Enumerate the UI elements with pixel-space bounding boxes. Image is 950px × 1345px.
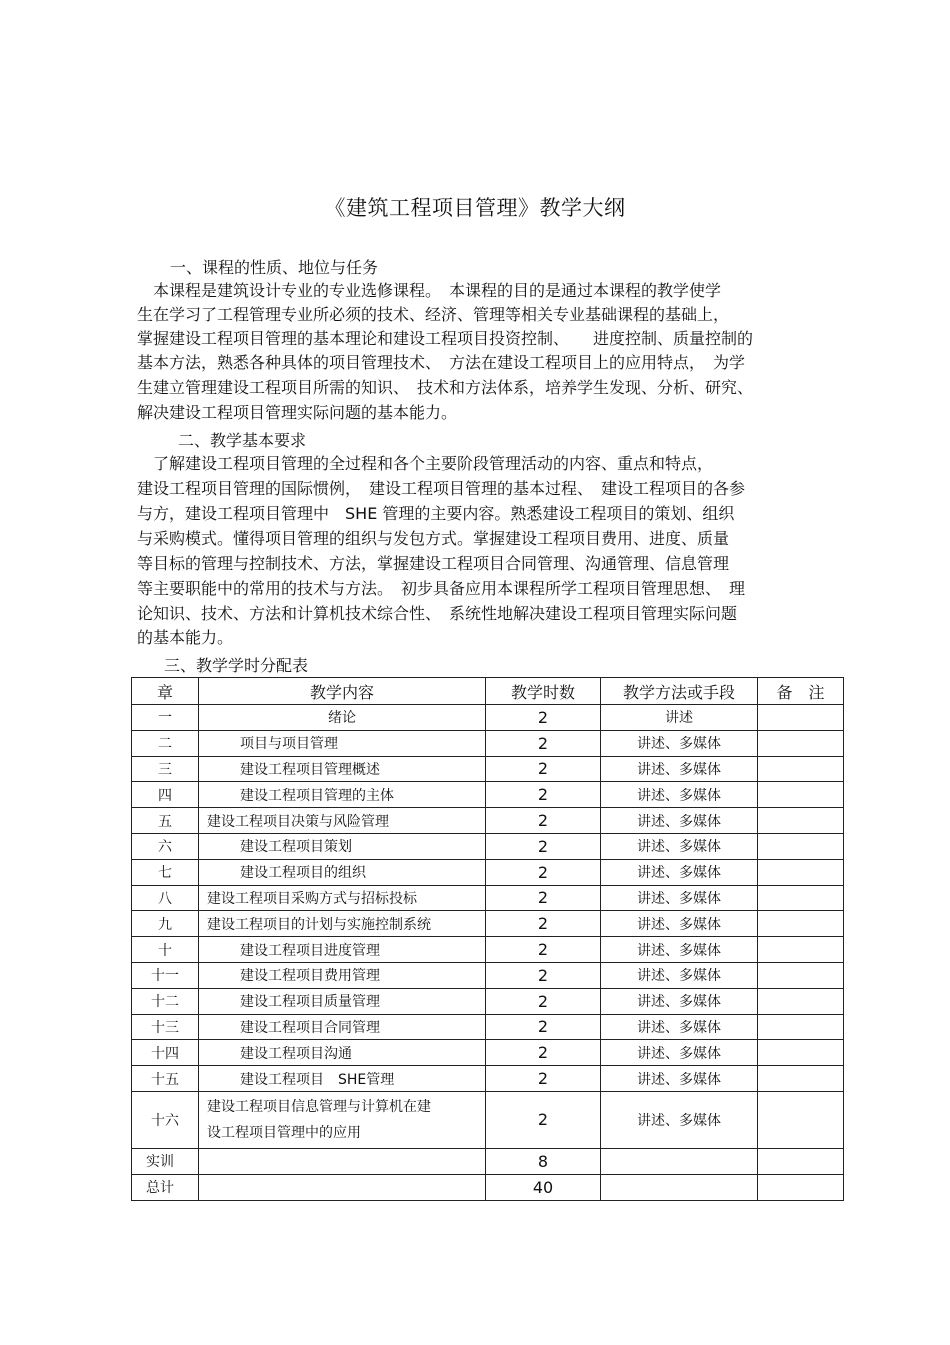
cell-chapter: 总计 — [132, 1174, 199, 1200]
cell-note — [758, 988, 844, 1014]
cell-chapter: 十一 — [132, 962, 199, 988]
section3-heading: 三、教学学时分配表 — [164, 656, 309, 675]
cell-method: 讲述、多媒体 — [601, 859, 758, 885]
section2-line: 与方，建设工程项目管理中 SHE 管理的主要内容。熟悉建设工程项目的策划、组织 — [137, 504, 735, 523]
cell-content: 建设工程项目采购方式与招标投标 — [199, 885, 486, 911]
cell-method: 讲述、多媒体 — [601, 730, 758, 756]
cell-method: 讲述、多媒体 — [601, 833, 758, 859]
hours-allocation-table — [131, 677, 844, 1201]
cell-content: 建设工程项目决策与风险管理 — [199, 808, 486, 834]
cell-hours: 2 — [486, 1014, 601, 1040]
cell-note — [758, 885, 844, 911]
cell-hours: 2 — [486, 859, 601, 885]
table-row — [132, 911, 844, 937]
cell-content-line: 建设工程项目信息管理与计算机在建 — [207, 1098, 431, 1115]
cell-content: 建设工程项目策划 — [199, 833, 486, 859]
cell-note — [758, 911, 844, 937]
cell-hours: 8 — [486, 1148, 601, 1174]
table-row — [132, 988, 844, 1014]
table-row — [132, 1066, 844, 1092]
cell-method: 讲述、多媒体 — [601, 911, 758, 937]
cell-note — [758, 1014, 844, 1040]
cell-content-line: 设工程项目管理中的应用 — [207, 1124, 361, 1141]
section2-line: 等主要职能中的常用的技术与方法。 初步具备应用本课程所学工程项目管理思想、 理 — [137, 579, 746, 598]
cell-note — [758, 1066, 844, 1092]
header-note: 备 注 — [758, 678, 844, 705]
cell-chapter: 十 — [132, 937, 199, 963]
header-chapter: 章 — [132, 678, 199, 705]
section2-line: 等目标的管理与控制技术、方法，掌握建设工程项目合同管理、沟通管理、信息管理 — [137, 554, 730, 573]
cell-method: 讲述、多媒体 — [601, 937, 758, 963]
cell-method: 讲述、多媒体 — [601, 782, 758, 808]
section1-line: 掌握建设工程项目管理的基本理论和建设工程项目投资控制、 进度控制、质量控制的 — [137, 329, 754, 348]
section1-line: 基本方法，熟悉各种具体的项目管理技术、 方法在建设工程项目上的应用特点， 为学 — [137, 353, 746, 372]
cell-hours: 2 — [486, 1040, 601, 1066]
cell-content: 建设工程项目管理概述 — [199, 756, 486, 782]
table-row — [132, 705, 844, 731]
cell-chapter: 五 — [132, 808, 199, 834]
section2-line: 建设工程项目管理的国际惯例， 建设工程项目管理的基本过程、 建设工程项目的各参 — [137, 479, 746, 498]
cell-note — [758, 937, 844, 963]
cell-hours: 2 — [486, 808, 601, 834]
cell-method: 讲述 — [601, 705, 758, 731]
cell-note — [758, 1148, 844, 1174]
section1-line: 本课程是建筑设计专业的专业选修课程。 本课程的目的是通过本课程的教学使学 — [137, 281, 722, 300]
cell-method: 讲述、多媒体 — [601, 988, 758, 1014]
section1-line: 生建立管理建设工程项目所需的知识、 技术和方法体系，培养学生发现、分析、研究、 — [137, 378, 754, 397]
cell-hours: 2 — [486, 782, 601, 808]
section1-line: 解决建设工程项目管理实际问题的基本能力。 — [137, 403, 458, 422]
cell-note — [758, 833, 844, 859]
table-row — [132, 808, 844, 834]
cell-chapter: 十二 — [132, 988, 199, 1014]
cell-chapter: 四 — [132, 782, 199, 808]
cell-method — [601, 1148, 758, 1174]
section2-line: 与采购模式。懂得项目管理的组织与发包方式。掌握建设工程项目费用、进度、质量 — [137, 529, 730, 548]
cell-hours: 2 — [486, 885, 601, 911]
cell-chapter: 一 — [132, 705, 199, 731]
cell-note — [758, 782, 844, 808]
table-row — [132, 962, 844, 988]
cell-note — [758, 1040, 844, 1066]
cell-content: 建设工程项目合同管理 — [199, 1014, 486, 1040]
cell-hours: 40 — [486, 1174, 601, 1200]
cell-content: 建设工程项目沟通 — [199, 1040, 486, 1066]
table-row — [132, 833, 844, 859]
cell-chapter: 十三 — [132, 1014, 199, 1040]
cell-method: 讲述、多媒体 — [601, 885, 758, 911]
table-row — [132, 885, 844, 911]
cell-note — [758, 730, 844, 756]
cell-content: 建设工程项目质量管理 — [199, 988, 486, 1014]
cell-note — [758, 859, 844, 885]
cell-content: 绪论 — [199, 705, 486, 731]
cell-hours: 2 — [486, 962, 601, 988]
cell-hours: 2 — [486, 937, 601, 963]
cell-content — [199, 1174, 486, 1200]
cell-hours: 2 — [486, 1091, 601, 1148]
cell-content: 建设工程项目管理的主体 — [199, 782, 486, 808]
section2-heading: 二、教学基本要求 — [178, 431, 307, 450]
table-row — [132, 1174, 844, 1200]
cell-content: 建设工程项目的计划与实施控制系统 — [199, 911, 486, 937]
table-row — [132, 782, 844, 808]
cell-content: 项目与项目管理 — [199, 730, 486, 756]
cell-note — [758, 1174, 844, 1200]
cell-method: 讲述、多媒体 — [601, 808, 758, 834]
section1-heading: 一、课程的性质、地位与任务 — [170, 258, 379, 277]
cell-chapter: 十四 — [132, 1040, 199, 1066]
cell-method: 讲述、多媒体 — [601, 1014, 758, 1040]
cell-chapter: 三 — [132, 756, 199, 782]
cell-hours: 2 — [486, 756, 601, 782]
cell-hours: 2 — [486, 705, 601, 731]
cell-method: 讲述、多媒体 — [601, 756, 758, 782]
cell-note — [758, 962, 844, 988]
cell-chapter: 十五 — [132, 1066, 199, 1092]
section1-line: 生在学习了工程管理专业所必须的技术、经济、管理等相关专业基础课程的基础上， — [137, 305, 730, 324]
cell-method — [601, 1174, 758, 1200]
table-row — [132, 1091, 844, 1148]
cell-content: 建设工程项目进度管理 — [199, 937, 486, 963]
cell-content: 建设工程项目 SHE管理 — [199, 1066, 486, 1092]
table-row — [132, 1148, 844, 1174]
table-header-row — [132, 678, 844, 705]
header-method: 教学方法或手段 — [601, 678, 758, 705]
cell-method: 讲述、多媒体 — [601, 1066, 758, 1092]
cell-chapter: 实训 — [132, 1148, 199, 1174]
section2-line: 了解建设工程项目管理的全过程和各个主要阶段管理活动的内容、重点和特点， — [137, 454, 714, 473]
cell-chapter: 七 — [132, 859, 199, 885]
table-row — [132, 756, 844, 782]
cell-chapter: 二 — [132, 730, 199, 756]
cell-method: 讲述、多媒体 — [601, 1040, 758, 1066]
table-row — [132, 1014, 844, 1040]
cell-content — [199, 1091, 486, 1148]
header-content: 教学内容 — [199, 678, 486, 705]
cell-hours: 2 — [486, 988, 601, 1014]
table-row — [132, 859, 844, 885]
section2-line: 论知识、技术、方法和计算机技术综合性、 系统性地解决建设工程项目管理实际问题 — [137, 604, 738, 623]
cell-chapter: 八 — [132, 885, 199, 911]
cell-content: 建设工程项目的组织 — [199, 859, 486, 885]
table-row — [132, 1040, 844, 1066]
section2-line: 的基本能力。 — [137, 628, 234, 647]
cell-hours: 2 — [486, 730, 601, 756]
cell-note — [758, 808, 844, 834]
cell-method: 讲述、多媒体 — [601, 1091, 758, 1148]
cell-note — [758, 1091, 844, 1148]
header-hours: 教学时数 — [486, 678, 601, 705]
cell-content — [199, 1148, 486, 1174]
cell-chapter: 十六 — [132, 1091, 199, 1148]
table-row — [132, 937, 844, 963]
document-title: 《建筑工程项目管理》教学大纲 — [324, 196, 626, 220]
table-row — [132, 730, 844, 756]
cell-hours: 2 — [486, 833, 601, 859]
cell-hours: 2 — [486, 911, 601, 937]
cell-method: 讲述、多媒体 — [601, 962, 758, 988]
cell-note — [758, 756, 844, 782]
cell-hours: 2 — [486, 1066, 601, 1092]
cell-content: 建设工程项目费用管理 — [199, 962, 486, 988]
cell-note — [758, 705, 844, 731]
cell-chapter: 九 — [132, 911, 199, 937]
cell-chapter: 六 — [132, 833, 199, 859]
